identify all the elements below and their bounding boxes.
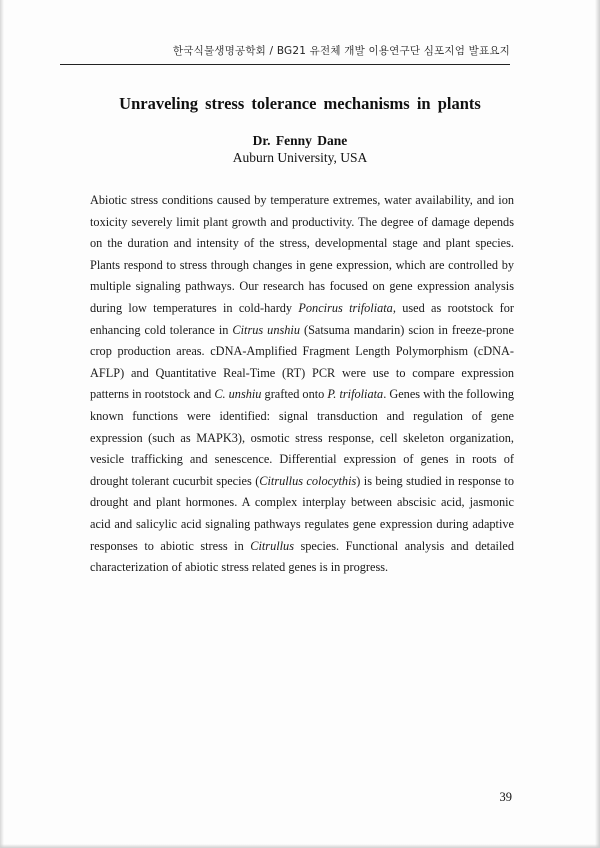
abstract-text: ) is being studied in response to drought and plant hormones. A complex interplay between abscisic acid, jasmonic acid and salicylic acid signaling pathways regulates gene expression during adaptive responses to abiotic stress in bbox=[90, 473, 514, 553]
abstract-text: . Genes with the following known functions were identified: signal transduction and regulation of gene expression (such as MAPK3), osmotic stress response, cell skeleton organization, vesicle trafficking and senescence. Differential expression of genes in roots of drought tolerant cucurbit species ( bbox=[90, 387, 514, 488]
species-name: Citrus unshiu bbox=[232, 322, 300, 337]
species-name: P. trifoliata bbox=[327, 387, 384, 402]
abstract-text: species. Functional analysis and detailed characterization of abiotic stress related genes is in progress. bbox=[90, 538, 514, 575]
species-name: Citrullus colocythis bbox=[259, 473, 357, 488]
abstract-paragraph bbox=[90, 190, 514, 579]
author-affiliation: Auburn University, USA bbox=[232, 150, 368, 165]
page-number: 39 bbox=[499, 790, 512, 804]
scan-edge-left bbox=[0, 0, 4, 848]
author-name: Dr. Fenny Dane bbox=[252, 133, 348, 148]
species-name: Citrullus bbox=[250, 538, 294, 553]
scan-edge-right bbox=[595, 0, 600, 848]
abstract-text: (Satsuma mandarin) scion in freeze-prone crop production areas. cDNA-Amplified Fragment Length Polymorphism (cDNA-AFLP) and Quantitative Real-Time (RT) PCR were use to compare expression patterns in rootstock and bbox=[90, 322, 515, 402]
abstract-text: Abiotic stress conditions caused by temperature extremes, water availability, and ion toxicity severely limit plant growth and productivity. The degree of damage depends on the duration and intensity of the stress, developmental stage and plant species. Plants respond to stress through changes in gene expression, which are controlled by multiple signaling pathways. Our research has focused on gene expression analysis during low temperatures in cold-hardy bbox=[90, 193, 514, 315]
abstract-text: grafted onto bbox=[261, 387, 328, 402]
abstract-text: used as rootstock for enhancing cold tolerance in bbox=[90, 300, 514, 337]
paper-title: Unraveling stress tolerance mechanisms in plants bbox=[119, 94, 481, 113]
species-name: C. unshiu bbox=[214, 387, 262, 402]
species-name: Poncirus trifoliata, bbox=[298, 300, 396, 315]
scan-edge-bottom bbox=[0, 844, 600, 848]
running-header: 한국식물생명공학회 / BG21 유전체 개발 이용연구단 심포지엄 발표요지 bbox=[60, 43, 510, 65]
